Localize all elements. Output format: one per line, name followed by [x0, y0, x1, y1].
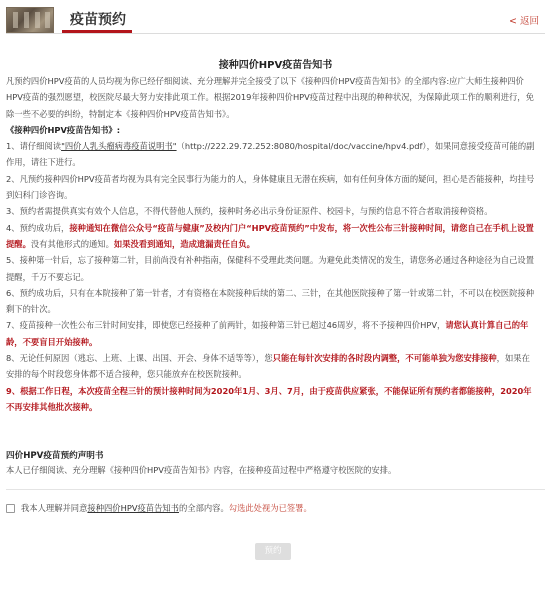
declaration-title: 四价HPV疫苗预约声明书: [6, 451, 104, 461]
item7-red-text: 请您认真计算自己的年龄，不要盲目开始接种。: [6, 320, 529, 347]
item4-red-text: 接种通知在微信公众号“疫苗与健康”及校内门户“HPV疫苗预约”中发布，将一次性公布三针接种时间，请您自己在手机上设置提醒。: [6, 222, 534, 249]
declaration: [6, 449, 538, 477]
section-divider: [6, 489, 545, 490]
notice-item-6: 6、预约成功后，只有在本院接种了第一针者，才有资格在本院接种后续的第二、三针，在其他医院接种了第一针或第二针，不可以在校医院接种剩下的针次。: [6, 287, 534, 315]
notice-link[interactable]: 接种四价HPV疫苗告知书: [87, 503, 179, 513]
agreement-row: [6, 500, 546, 516]
item7-prefix: 7、疫苗接种一次性公布三针时间安排，即使您已经接种了前两针，如接种第三针已超过46周岁，将不予接种四价HPV，: [6, 320, 446, 331]
item8-red-text: 只能在每针次安排的各时段内调整，不可能单独为您安排接种: [272, 353, 497, 364]
page-title: 疫苗预约: [70, 12, 126, 28]
item4-prefix: 4、预约成功后，: [6, 222, 70, 233]
agreement-hint: 勾选此处视为已签署。: [228, 503, 312, 513]
notice-body: [6, 73, 538, 415]
item8-prefix: 8、无论任何原因（逃忘、上班、上课、出国、开会、身体不适等等），您: [6, 353, 273, 364]
notice-item-5: 5、接种第一针后，忘了接种第二针，目前尚没有补种指南，保健科不受理此类问题。为避免此类情况的发生，请您务必通过各种途径为自己设置提醒，千万不要忘记。: [6, 255, 534, 282]
declaration-text: 本人已仔细阅读、充分理解《接种四价HPV疫苗告知书》内容，在接种疫苗过程中严格遵守校医院的安排。: [6, 465, 397, 475]
notice-item-9: 9、根据工作日程，本次疫苗全程三针的预计接种时间为2020年1月、3月、7月，由于疫苗供应紧张，不能保证所有预约者都能接种，2020年不再安排其他批次接种。: [6, 385, 532, 412]
header-divider: [6, 33, 545, 34]
notice-item-8: [6, 350, 538, 383]
item4-middle: 没有其他形式的通知。: [30, 238, 114, 249]
agreement-prefix: 我本人理解并同意: [21, 503, 88, 513]
agree-checkbox[interactable]: [6, 504, 15, 513]
vaccine-manual-link[interactable]: "四价人乳头瘤病毒疫苗说明书": [61, 141, 177, 152]
notice-item-1: [6, 138, 538, 171]
item4-red-text-2: 如果没看到通知，造成遗漏责任自负。: [113, 238, 255, 249]
notice-heading: 《接种四价HPV疫苗告知书》:: [6, 124, 121, 135]
item1-prefix: 1、请仔细阅读: [6, 141, 62, 152]
notice-item-3: 3、预约者需提供真实有效个人信息，不得代替他人预约，接种时务必出示身份证原件、校园卡，与预约信息不符合者取消接种资格。: [6, 206, 493, 217]
back-link[interactable]: < 返回: [509, 16, 539, 27]
item1-suffix: （http://222.29.72.252:8080/hospital/doc/vaccine/hpv4.pdf），如果同意接受疫苗可能的副作用，请往下进行。: [6, 141, 535, 168]
item8-suffix: ，如果在安排的每个时段您身体都不适合接种，您只能放弃在校医院接种。: [6, 353, 530, 380]
notice-item-2: 2、凡预约接种四价HPV疫苗者均视为具有完全民事行为能力的人，身体健康且无潜在疾病，如有任何身体方面的疑问，担心是否能接种，均挂号到妇科门诊咨询。: [6, 173, 535, 201]
notice-intro: 凡预约四价HPV疫苗的人员均视为你已经仔细阅读、充分理解并完全接受了以下《接种四价HPV疫苗告知书》的全部内容:应广大师生接种四价HPV疫苗的强烈愿望，校医院尽最大努力安排此项工作。根据2019年接种四价HPV疫苗过程中出现的种种状况，为保障此项工作的顺利进行，免除一些不必要的纠纷，特制定本《接种四价HPV疫苗告知书》。: [6, 76, 534, 119]
logo: [6, 7, 54, 33]
notice-title: 接种四价HPV疫苗告知书: [218, 60, 333, 71]
notice-item-7: [6, 317, 538, 350]
submit-button[interactable]: 预约: [255, 543, 291, 560]
notice-item-4: [6, 220, 538, 253]
agreement-suffix: 的全部内容。: [178, 503, 229, 513]
header: [0, 0, 551, 34]
